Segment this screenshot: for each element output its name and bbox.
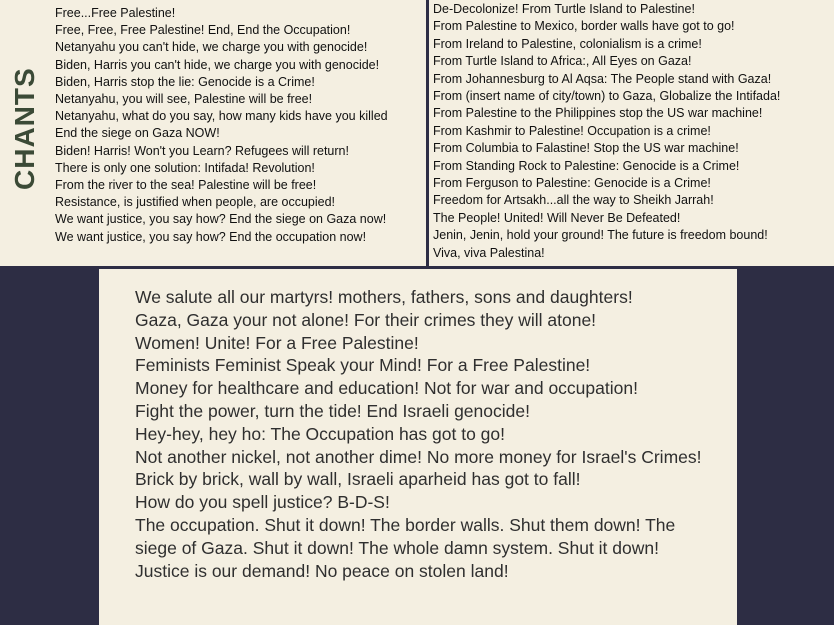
bottom-chant-list xyxy=(135,286,710,582)
chant-item: Brick by brick, wall by wall, Israeli aparheid has got to fall! xyxy=(135,469,581,490)
page-title: CHANTS xyxy=(9,67,40,190)
chant-item: Jenin, Jenin, hold your ground! The future is freedom bound! xyxy=(433,228,768,243)
chant-item: There is only one solution: Intifada! Revolution! xyxy=(55,160,315,175)
chant-item: End the siege on Gaza NOW! xyxy=(55,126,220,141)
chant-item: Biden! Harris! Won't you Learn? Refugees will return! xyxy=(55,143,349,158)
chant-item: De-Decolonize! From Turtle Island to Palestine! xyxy=(433,2,695,16)
chant-item: How do you spell justice? B-D-S! xyxy=(135,492,390,513)
chant-item: Justice is our demand! No peace on stolen land! xyxy=(135,560,509,581)
chant-item: The People! United! Will Never Be Defeated! xyxy=(433,210,681,225)
chant-item: From Palestine to the Philippines stop the US war machine! xyxy=(433,106,763,121)
chant-item: From (insert name of city/town) to Gaza, Globalize the Intifada! xyxy=(433,89,781,104)
chant-item: Gaza, Gaza your not alone! For their crimes they will atone! xyxy=(135,309,597,330)
chant-item: From Ireland to Palestine, colonialism is a crime! xyxy=(433,36,702,51)
chant-item: We want justice, you say how? End the siege on Gaza now! xyxy=(55,212,387,227)
chant-item: From Standing Rock to Palestine: Genocide is a Crime! xyxy=(433,158,740,173)
chant-item: Freedom for Artsakh...all the way to Sheikh Jarrah! xyxy=(433,193,714,208)
chant-item: From Johannesburg to Al Aqsa: The People stand with Gaza! xyxy=(433,71,772,86)
chant-item: Fight the power, turn the tide! End Israeli genocide! xyxy=(135,400,530,421)
right-chant-list xyxy=(433,1,780,262)
chant-item: Women! Unite! For a Free Palestine! xyxy=(135,332,419,353)
chant-item: Netanyahu, what do you say, how many kids have you killed xyxy=(55,109,388,124)
chant-item: Netanyahu you can't hide, we charge you with genocide! xyxy=(55,40,368,55)
chant-item: Netanyahu, you will see, Palestine will be free! xyxy=(55,92,313,107)
chant-item: The occupation. Shut it down! The border walls. Shut them down! The siege of Gaza. Shut it down! The whole damn system. Shut it down! xyxy=(135,514,676,558)
chant-item: Feminists Feminist Speak your Mind! For a Free Palestine! xyxy=(135,355,591,376)
left-chant-list xyxy=(55,5,388,246)
chant-item: We salute all our martyrs! mothers, fathers, sons and daughters! xyxy=(135,287,633,307)
chant-item: Not another nickel, not another dime! No more money for Israel's Crimes! xyxy=(135,446,702,467)
chant-item: Free...Free Palestine! xyxy=(55,6,176,20)
chant-item: Free, Free, Free Palestine! End, End the Occupation! xyxy=(55,23,351,38)
chant-item: Hey-hey, hey ho: The Occupation has got to go! xyxy=(135,423,505,444)
chant-item: Resistance, is justified when people, are occupied! xyxy=(55,195,336,210)
chant-item: Money for healthcare and education! Not for war and occupation! xyxy=(135,378,638,399)
chant-item: From the river to the sea! Palestine will be free! xyxy=(55,178,317,193)
chant-item: From Turtle Island to Africa:, All Eyes on Gaza! xyxy=(433,54,692,69)
chant-item: From Palestine to Mexico, border walls have got to go! xyxy=(433,19,735,34)
chant-item: From Ferguson to Palestine: Genocide is a Crime! xyxy=(433,176,711,191)
chant-item: From Columbia to Falastine! Stop the US war machine! xyxy=(433,141,739,156)
chant-item: We want justice, you say how? End the occupation now! xyxy=(55,229,367,244)
chant-item: Biden, Harris you can't hide, we charge you with genocide! xyxy=(55,57,380,72)
chant-item: From Kashmir to Palestine! Occupation is a crime! xyxy=(433,123,711,138)
chant-item: Biden, Harris stop the lie: Genocide is a Crime! xyxy=(55,74,315,89)
chant-item: Viva, viva Palestina! xyxy=(433,245,545,260)
